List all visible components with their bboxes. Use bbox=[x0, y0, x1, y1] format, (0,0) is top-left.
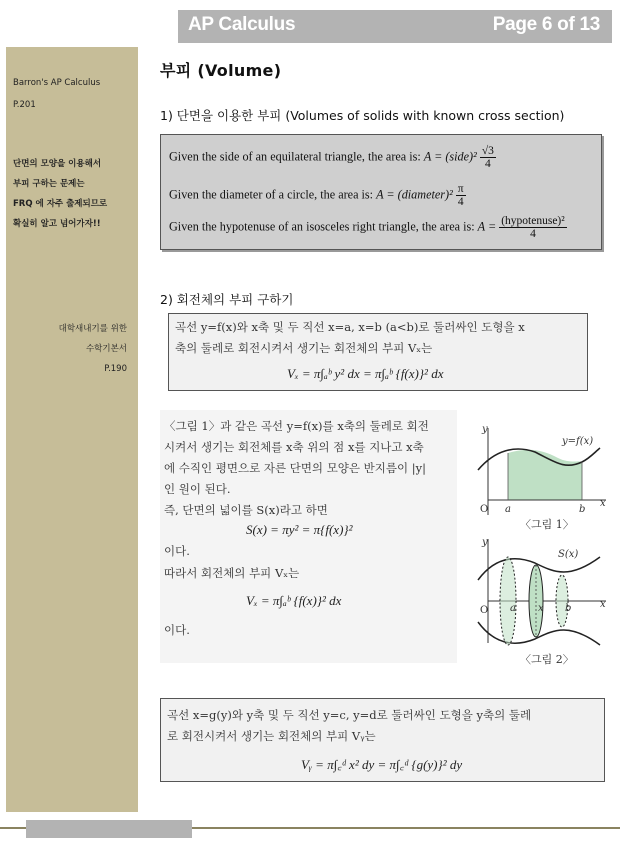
figure-1-graph bbox=[470, 420, 610, 525]
x-axis-rotation-box: 곡선 y=f(x)와 x축 및 두 직선 x=a, x=b (a<b)로 둘러싸인 도형을 x 축의 둘레로 회전시켜서 생기는 회전체의 부피 Vₓ는 Vₓ = π∫ₐᵇ y² dx = π∫ₐᵇ {f(x)}² dx bbox=[168, 313, 588, 391]
cross-section-line-equilateral: Given the side of an equilateral triangle, the area is: A = (side)² $\frac{√3}{4}$ bbox=[169, 145, 494, 170]
example-text-block: 〈그림 1〉과 같은 곡선 y=f(x)를 x축의 둘레로 회전 시켜서 생기는 회전체를 x축 위의 점 x를 지나고 x축 에 수직인 평면으로 자른 단면의 모양은 반지름이 |y| 인 원이 된다. 즉, 단면의 넓이를 S(x)라고 하면 S(x) = πy² = π{f(x)}² 이다. 따라서 회전체의 부피 Vₓ는 Vₓ = π∫ₐᵇ {f(x)}² dx 이다. bbox=[160, 410, 457, 663]
y-axis-volume-formula: Vᵧ = π∫꜀ᵈ x² dy = π∫꜀ᵈ {g(y)}² dy bbox=[301, 757, 463, 772]
cross-section-area-formula: S(x) = πy² = π{f(x)}² bbox=[246, 522, 353, 537]
figure-2-x-label: x bbox=[600, 599, 606, 610]
figure-2-disk-b bbox=[556, 575, 568, 627]
figure-1-a-label: a bbox=[505, 504, 511, 515]
cross-section-line-circle: Given the diameter of a circle, the area is: A = (diameter)² $\frac{\pi}{4}$ bbox=[169, 183, 464, 208]
section-2-heading: 2) 회전체의 부피 구하기 bbox=[160, 292, 294, 307]
sidebar-note: 단면의 모양을 이용해서 부피 구하는 문제는 FRQ 에 자주 출제되므로 확실히 알고 넘어가자!! bbox=[13, 159, 108, 229]
x-axis-volume-formula: Vₓ = π∫ₐᵇ y² dx = π∫ₐᵇ {f(x)}² dx bbox=[287, 366, 444, 381]
figure-2-y-label: y bbox=[482, 537, 488, 548]
footer-bar bbox=[26, 820, 192, 838]
figure-2-x-point-label: x bbox=[538, 603, 544, 614]
figure-2-solid bbox=[470, 535, 610, 650]
page-title: 부피 (Volume) bbox=[160, 61, 282, 80]
figure-2-caption: 〈그림 2〉 bbox=[520, 653, 574, 666]
sidebar-reference-1: Barron's AP Calculus P.201 bbox=[13, 78, 101, 110]
sidebar-reference-2: 대학새내기를 위한 수학기본서 P.190 bbox=[58, 324, 127, 374]
cross-section-formula-box bbox=[160, 134, 602, 250]
y-axis-rotation-box: 곡선 x=g(y)와 y축 및 두 직선 y=c, y=d로 둘러싸인 도형을 y축의 둘레 로 회전시켜서 생기는 회전체의 부피 Vᵧ는 Vᵧ = π∫꜀ᵈ x² dy = π∫꜀ᵈ {g(y)}² dy bbox=[160, 698, 605, 782]
figure-1-curve-label: y=f(x) bbox=[562, 436, 594, 447]
header-title: AP Calculus bbox=[188, 14, 296, 35]
header-page-number: Page 6 of 13 bbox=[492, 14, 600, 35]
figure-2-disk-a bbox=[500, 557, 516, 645]
page-header bbox=[178, 10, 612, 43]
figure-2-area-label: S(x) bbox=[558, 549, 579, 560]
figure-2-origin: O bbox=[480, 605, 489, 616]
figure-1-origin: O bbox=[480, 504, 489, 515]
figure-1-caption: 〈그림 1〉 bbox=[520, 518, 574, 531]
figure-1-x-label: x bbox=[600, 498, 606, 509]
figure-2-b-label: b bbox=[565, 603, 572, 614]
figure-1-y-label: y bbox=[482, 424, 488, 435]
cross-section-line-isosceles: Given the hypotenuse of an isosceles right triangle, the area is: A = $\frac{\text{(hypotenuse)²}}{4}$ bbox=[169, 215, 565, 240]
rotation-volume-formula: Vₓ = π∫ₐᵇ {f(x)}² dx bbox=[246, 593, 342, 608]
figure-1-b-label: b bbox=[579, 504, 586, 515]
section-1-heading: 1) 단면을 이용한 부피 (Volumes of solids with known cross section) bbox=[160, 108, 565, 123]
figure-2-a-label: a bbox=[510, 603, 516, 614]
